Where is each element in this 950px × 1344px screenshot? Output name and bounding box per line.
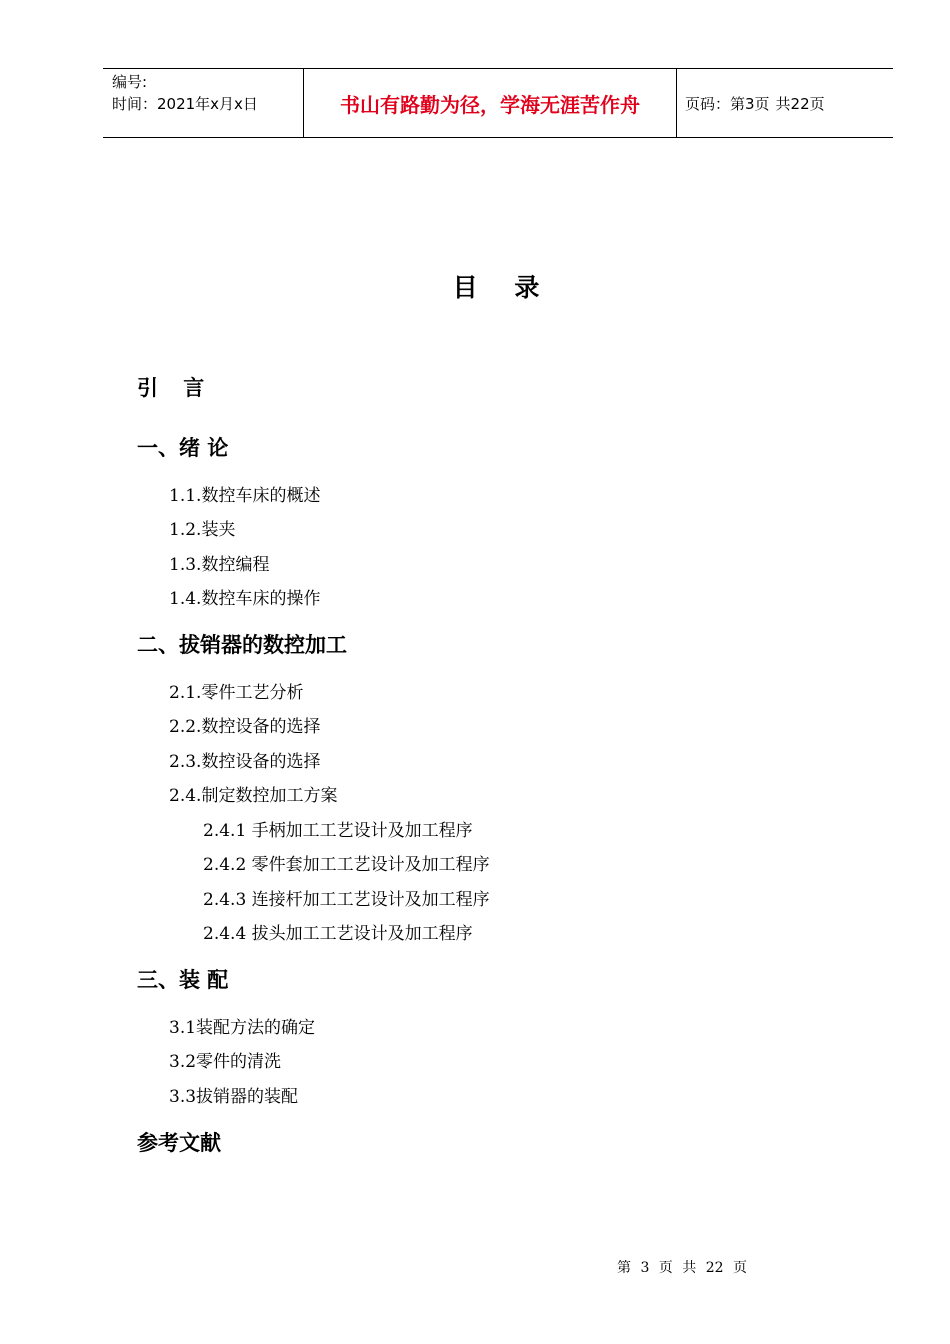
toc-chapter-2: 二、拔销器的数控加工	[137, 633, 347, 657]
page-footer: 第 3 页 共 22 页	[617, 1260, 747, 1276]
toc-item: 1.1.数控车床的概述	[169, 486, 321, 506]
toc-subitem: 2.4.1 手柄加工工艺设计及加工程序	[203, 821, 473, 841]
toc-title: 目 录	[452, 273, 554, 302]
number-label: 编号:	[112, 73, 148, 91]
page-label: 页码：第3页	[685, 94, 770, 113]
toc-subitem: 2.4.4 拔头加工工艺设计及加工程序	[203, 924, 473, 944]
toc-chapter-3: 三、装 配	[137, 968, 229, 992]
toc-item: 2.1.零件工艺分析	[169, 683, 304, 703]
toc-item: 3.3拔销器的装配	[169, 1087, 299, 1107]
toc-item: 2.3.数控设备的选择	[169, 752, 321, 772]
header-motto: 书山有路勤为径，学海无涯苦作舟	[304, 69, 677, 137]
toc-item: 1.3.数控编程	[169, 555, 270, 575]
toc-item: 3.1装配方法的确定	[169, 1018, 316, 1038]
toc-item: 2.4.制定数控加工方案	[169, 786, 338, 806]
toc-chapter-1: 一、绪 论	[137, 436, 229, 460]
toc-references: 参考文献	[137, 1131, 221, 1155]
total-pages-label: 共22页	[775, 94, 825, 113]
toc-subitem: 2.4.2 零件套加工工艺设计及加工程序	[203, 855, 490, 875]
toc-subitem: 2.4.3 连接杆加工工艺设计及加工程序	[203, 890, 490, 910]
toc-intro: 引 言	[137, 376, 214, 400]
time-label: 时间：2021年x月x日	[112, 95, 258, 113]
toc-item: 1.2.装夹	[169, 520, 236, 540]
toc-item: 3.2零件的清洗	[169, 1052, 282, 1072]
toc-item: 1.4.数控车床的操作	[169, 589, 321, 609]
toc-item: 2.2.数控设备的选择	[169, 717, 321, 737]
